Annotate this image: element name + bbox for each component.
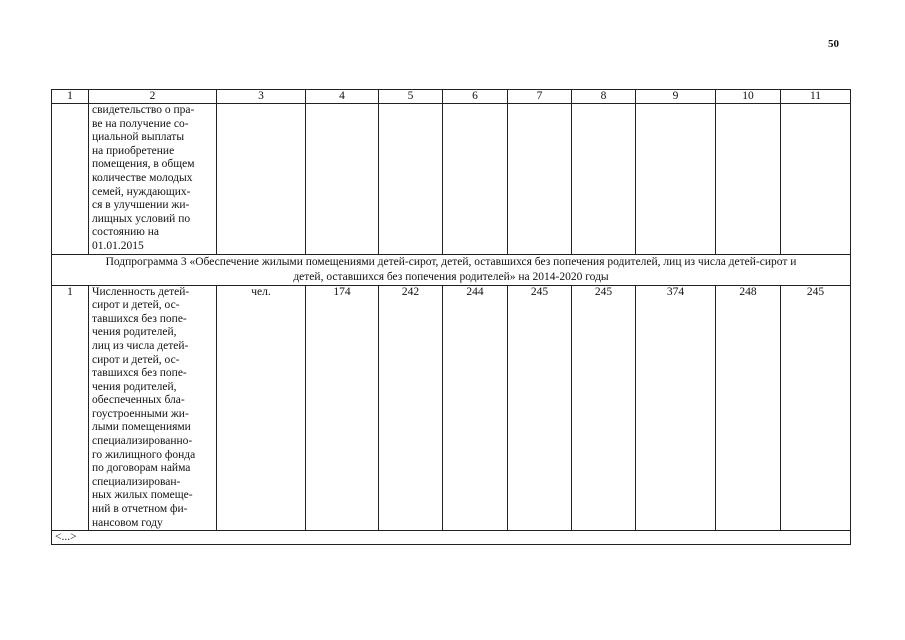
indicator-name-line: ся в улучшении жи-	[92, 199, 190, 212]
indicator-name-line: на приобретение	[92, 144, 175, 157]
subprogram-title	[52, 254, 851, 285]
subprogram-row	[52, 254, 851, 285]
header-cell: 7	[508, 90, 572, 104]
continued-indicator-row	[52, 104, 851, 255]
header-cell: 8	[572, 90, 636, 104]
header-cell: 4	[306, 90, 379, 104]
value-cell: 245	[572, 285, 636, 531]
empty-cell	[781, 104, 851, 255]
unit-cell: чел.	[217, 285, 306, 531]
header-cell: 10	[716, 90, 781, 104]
indicator-name-line: сирот и детей, ос-	[92, 353, 180, 366]
indicator-name-cell	[89, 285, 217, 531]
indicator-name-line: лиц из числа детей-	[92, 339, 189, 352]
empty-cell	[508, 104, 572, 255]
indicator-name-line: го жилищного фонда	[92, 448, 196, 461]
empty-cell	[636, 104, 716, 255]
subprogram-title-line: детей, оставшихся без попечения родителей» на 2014-2020 годы	[293, 270, 609, 283]
indicator-name-line: количестве молодых	[92, 171, 193, 184]
value-cell: 242	[379, 285, 443, 531]
page-number: 50	[828, 38, 839, 50]
indicator-name-line: ных жилых помеще-	[92, 489, 193, 502]
header-cell: 1	[52, 90, 89, 104]
indicator-name-line: помещения, в общем	[92, 158, 195, 171]
indicator-name-line: ний в отчетном фи-	[92, 503, 188, 516]
empty-cell	[217, 104, 306, 255]
value-cell: 245	[781, 285, 851, 531]
indicator-name-line: семей, нуждающих-	[92, 185, 191, 198]
indicator-name-line: лищных условий по	[92, 212, 191, 225]
header-cell: 9	[636, 90, 716, 104]
indicator-name-line: по договорам найма	[92, 462, 191, 475]
empty-cell	[443, 104, 508, 255]
value-cell: 174	[306, 285, 379, 531]
header-cell: 5	[379, 90, 443, 104]
indicator-name-line: циальной выплаты	[92, 131, 185, 144]
column-number-row	[52, 90, 851, 104]
ellipsis-row	[52, 531, 851, 545]
indicator-name-line: тавшихся без попе-	[92, 367, 187, 380]
indicator-name-line: чения родителей,	[92, 380, 177, 393]
value-cell: 374	[636, 285, 716, 531]
subprogram-title-line: Подпрограмма 3 «Обеспечение жилыми помещениями детей-сирот, детей, оставшихся без попечения родителей, лиц из числа детей-сирот и	[105, 255, 797, 268]
indicator-name-line: лыми помещениями	[92, 421, 191, 434]
ellipsis-mark: <...>	[52, 531, 851, 545]
indicator-table	[51, 89, 851, 545]
empty-cell	[306, 104, 379, 255]
value-cell: 248	[716, 285, 781, 531]
value-cell: 245	[508, 285, 572, 531]
value-cell: 244	[443, 285, 508, 531]
indicator-name-cell	[89, 104, 217, 255]
header-cell: 3	[217, 90, 306, 104]
row-number-cell: 1	[52, 285, 89, 531]
indicator-name-line: чения родителей,	[92, 326, 177, 339]
header-cell: 6	[443, 90, 508, 104]
indicator-name-line: нансовом году	[92, 516, 163, 529]
indicator-name-line: гоустроенными жи-	[92, 407, 189, 420]
indicator-name-line: сирот и детей, ос-	[92, 299, 180, 312]
indicator-name-line: ве на получение со-	[92, 117, 189, 130]
indicator-name-line: 01.01.2015	[92, 239, 144, 252]
indicator-name-line: специализирован-	[92, 475, 181, 488]
indicator-row	[52, 285, 851, 531]
empty-cell	[716, 104, 781, 255]
indicator-name-line: свидетельство о пра-	[92, 104, 195, 116]
row-number-cell	[52, 104, 89, 255]
empty-cell	[572, 104, 636, 255]
indicator-name-line: Численность детей-	[92, 285, 190, 298]
indicator-name-line: специализированно-	[92, 435, 193, 448]
header-cell: 2	[89, 90, 217, 104]
indicator-name-line: состоянию на	[92, 226, 159, 239]
header-cell: 11	[781, 90, 851, 104]
indicator-name-line: тавшихся без попе-	[92, 312, 187, 325]
indicator-name-line: обеспеченных бла-	[92, 394, 185, 407]
empty-cell	[379, 104, 443, 255]
